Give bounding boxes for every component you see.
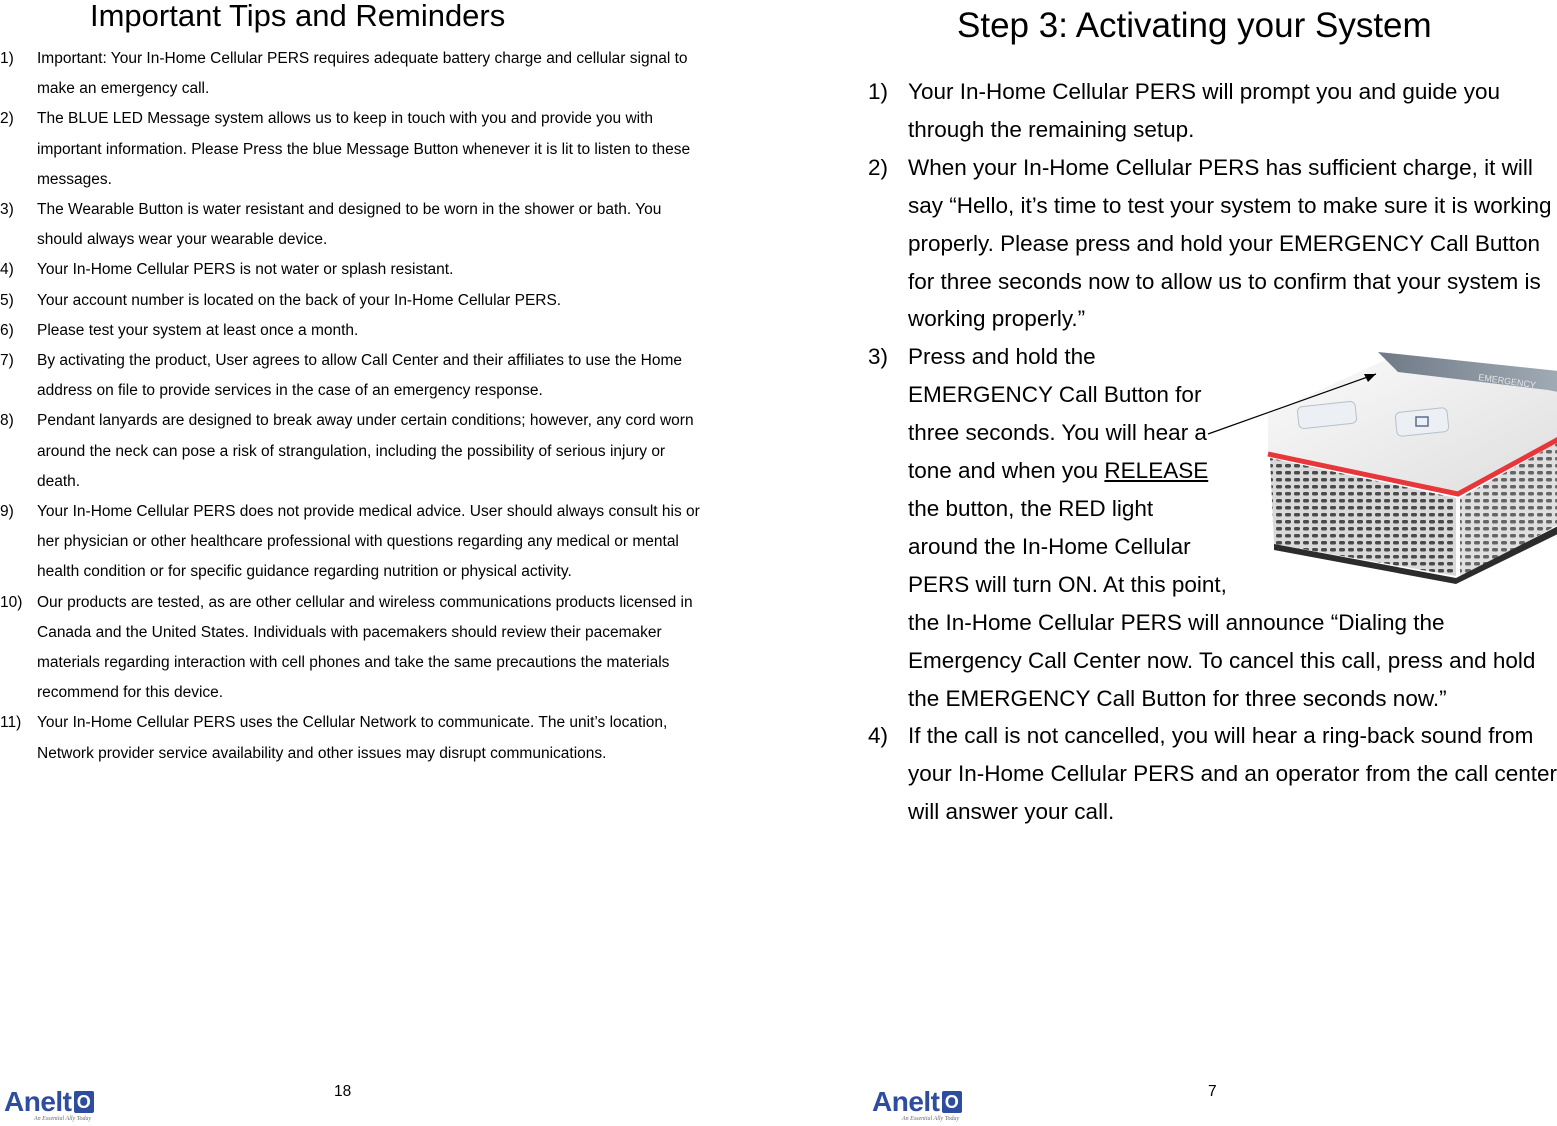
list-item: 1) Your In-Home Cellular PERS will prompt you and guide you through the remaining setup. xyxy=(868,79,1500,142)
steps-list xyxy=(868,73,1557,831)
left-page xyxy=(0,0,700,1126)
list-item: 3) The Wearable Button is water resistant and designed to be worn in the shower or bath. You should always wear your wearable device. xyxy=(0,201,662,249)
anelto-logo: Anelt O An Essential Ally Today xyxy=(4,1086,124,1126)
list-item: 6) Please test your system at least once a month. xyxy=(0,321,359,339)
list-item: 9) Your In-Home Cellular PERS does not provide medical advice. User should always consult his or her physician or other healthcare professional with questions regarding any medical or mental health condition or for specific guidance regarding nutrition or physical activity. xyxy=(0,503,700,581)
list-item: 5) Your account number is located on the back of your In-Home Cellular PERS. xyxy=(0,291,562,309)
callout-arrow xyxy=(1200,362,1380,442)
anelto-logo: Anelt O An Essential Ally Today xyxy=(872,1086,992,1126)
page-title: Step 3: Activating your System xyxy=(957,6,1432,45)
list-item: 2) The BLUE LED Message system allows us to keep in touch with you and provide you with important information. Please Press the blue Message Button whenever it is lit to listen to these messages. xyxy=(0,110,691,188)
list-item: 7) By activating the product, User agrees to allow Call Center and their affiliates to use the Home address on file to provide services in the case of an emergency response. xyxy=(0,352,683,400)
list-item: 10) Our products are tested, as are other cellular and wireless communications products licensed in Canada and the United States. Individuals with pacemakers should review their pacemaker materials regarding interaction with cell phones and take the same precautions the materials recommend for this device. xyxy=(0,593,693,702)
list-item: 3) EMERGENCY Press and hold the EMERGENCY Call Button for three seconds. You will hear a tone and when you RELEASE the button, the RED light around the In-Home Cellular PERS will turn ON. At this point, the In-Home Cellular PERS will announce “Dialing the Emergency Call Center now. To cancel this call, press and hold the EMERGENCY Call Button for three seconds now.” xyxy=(868,338,1557,717)
list-item: 4) If the call is not cancelled, you will hear a ring-back sound from your In-Home Cellular PERS and an operator from the call center will answer your call. xyxy=(868,723,1557,825)
list-item: 2) When your In-Home Cellular PERS has sufficient charge, it will say “Hello, it’s time to test your system to make sure it is working properly. Please press and hold your EMERGENCY Call Button for three seconds now to allow us to confirm that your system is working properly.” xyxy=(868,154,1552,332)
list-item: 8) Pendant lanyards are designed to break away under certain conditions; however, any cord worn around the neck can pose a risk of strangulation, including the possibility of serious injury or death. xyxy=(0,412,694,490)
list-item: 4) Your In-Home Cellular PERS is not water or splash resistant. xyxy=(0,261,454,279)
right-page xyxy=(860,0,1557,1126)
page-title: Important Tips and Reminders xyxy=(90,0,506,33)
page-number: 7 xyxy=(1208,1083,1217,1100)
svg-text:EMERGENCY: EMERGENCY xyxy=(1477,372,1537,391)
list-item: 1) Important: Your In-Home Cellular PERS requires adequate battery charge and cellular signal to make an emergency call. xyxy=(0,50,688,98)
tips-list xyxy=(0,44,700,769)
list-item: 11) Your In-Home Cellular PERS uses the Cellular Network to communicate. The unit’s location, Network provider service availability and other issues may disrupt communications. xyxy=(0,714,668,762)
page-number: 18 xyxy=(334,1083,352,1100)
